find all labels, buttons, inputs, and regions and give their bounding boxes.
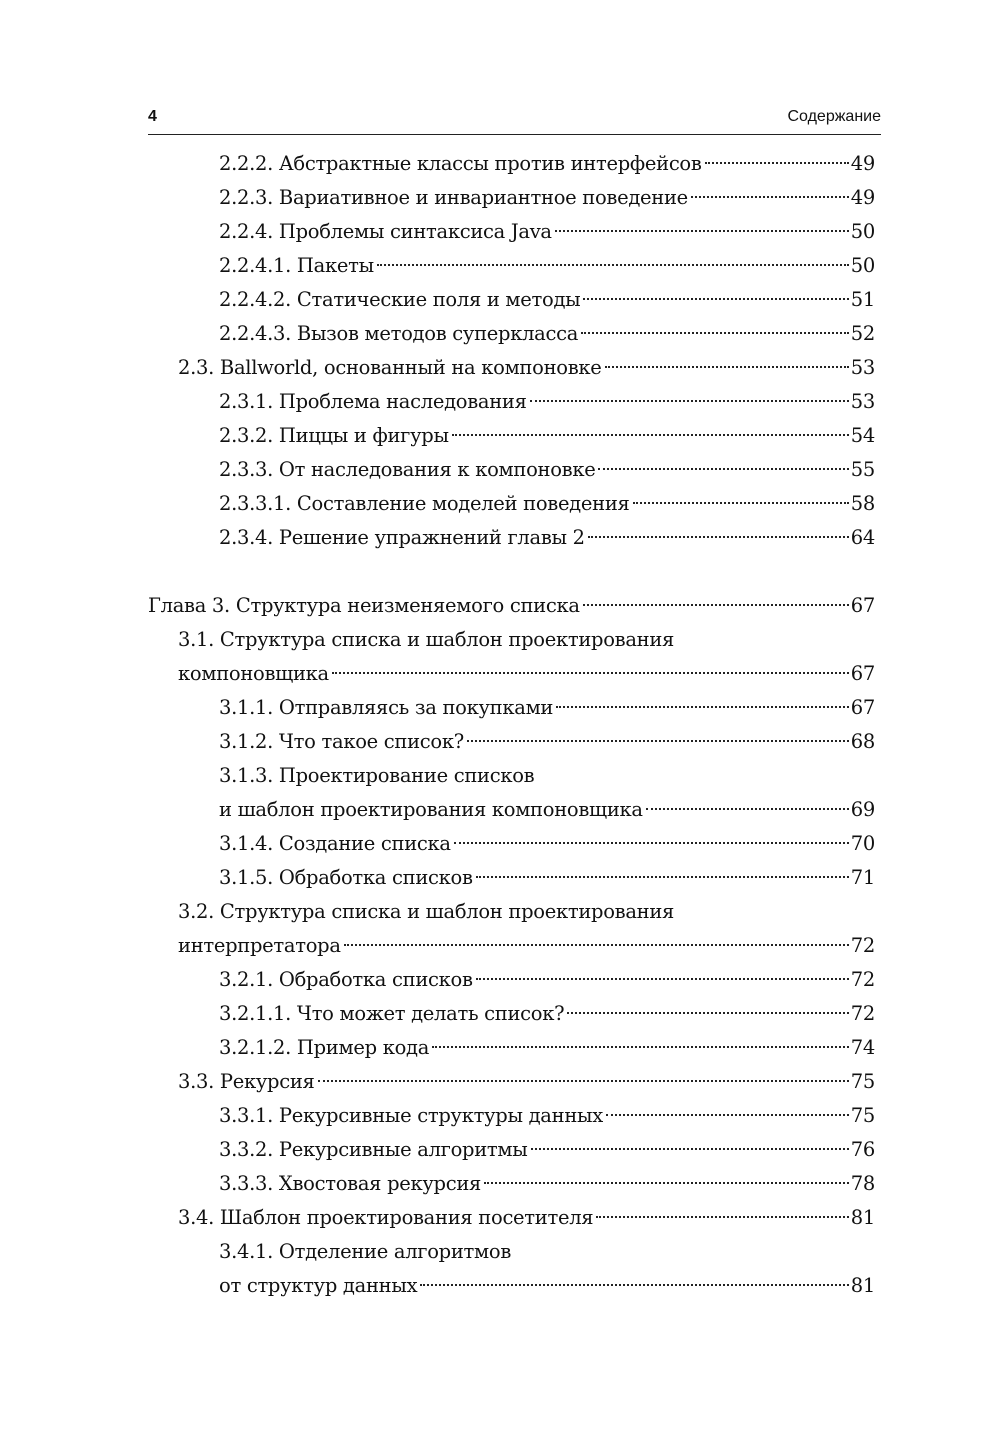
dot-leader <box>332 671 849 674</box>
toc-entry-title: 2.2.4.2. Статические поля и методы <box>219 288 581 311</box>
toc-entry-title: 3.1.2. Что такое список? <box>219 730 464 753</box>
dot-leader <box>452 433 849 436</box>
toc-spacer <box>148 555 875 589</box>
toc-entry-title: 2.2.2. Абстрактные классы против интерфейсов <box>219 152 702 175</box>
toc-entry[interactable] <box>148 1031 875 1065</box>
page-header <box>148 104 881 135</box>
toc-entry[interactable] <box>148 589 875 623</box>
toc-entry[interactable] <box>148 1099 875 1133</box>
toc-entry[interactable] <box>148 283 875 317</box>
toc-entry-title: 2.3. Ballworld, основанный на компоновке <box>178 356 602 379</box>
toc-entry[interactable] <box>148 725 875 759</box>
running-title: Содержание <box>787 108 881 125</box>
toc-entry-title-continued: от структур данных <box>219 1274 418 1297</box>
dot-leader <box>484 1181 849 1184</box>
toc-page-number: 75 <box>850 1070 875 1093</box>
toc-entry[interactable] <box>148 1167 875 1201</box>
toc-page-number: 68 <box>850 730 875 753</box>
toc-entry-title: 2.3.3. От наследования к компоновке <box>219 458 596 481</box>
dot-leader <box>633 501 849 504</box>
toc-entry[interactable] <box>148 997 875 1031</box>
dot-leader <box>596 1215 848 1218</box>
toc-entry-title: 2.3.2. Пиццы и фигуры <box>219 424 449 447</box>
toc-entry-title: 3.2. Структура списка и шаблон проектирования <box>178 900 675 923</box>
dot-leader <box>691 195 849 198</box>
toc-entry[interactable] <box>148 181 875 215</box>
toc-entry[interactable] <box>148 317 875 351</box>
toc-entry-title: 3.2.1.2. Пример кода <box>219 1036 430 1059</box>
toc-page-number: 64 <box>850 526 875 549</box>
toc-page-number: 52 <box>850 322 875 345</box>
toc-entry-title: 3.3. Рекурсия <box>178 1070 315 1093</box>
toc-entry-title: 3.4.1. Отделение алгоритмов <box>219 1240 512 1263</box>
toc-entry-title-continued: интерпретатора <box>178 934 341 957</box>
toc-page-number: 81 <box>850 1274 875 1297</box>
toc-entry[interactable] <box>148 827 875 861</box>
dot-leader <box>605 365 849 368</box>
toc-entry[interactable] <box>148 385 875 419</box>
toc-entry-title: 3.3.1. Рекурсивные структуры данных <box>219 1104 603 1127</box>
dot-leader <box>556 705 849 708</box>
toc-entry-title: 2.2.4.3. Вызов методов суперкласса <box>219 322 579 345</box>
toc-entry-title: 2.3.4. Решение упражнений главы 2 <box>219 526 585 549</box>
toc-page-number: 50 <box>850 220 875 243</box>
toc-page-number: 72 <box>850 1002 875 1025</box>
dot-leader <box>377 263 849 266</box>
toc-entry[interactable] <box>148 691 875 725</box>
toc-entry[interactable] <box>148 453 875 487</box>
toc-page-number: 67 <box>850 594 875 617</box>
dot-leader <box>432 1045 849 1048</box>
toc-page-number: 71 <box>850 866 875 889</box>
toc-entry-title-continued: и шаблон проектирования компоновщика <box>219 798 643 821</box>
toc-entry[interactable] <box>148 419 875 453</box>
toc-page-number: 67 <box>850 696 875 719</box>
toc-entry-title: 3.3.3. Хвостовая рекурсия <box>219 1172 482 1195</box>
toc-page-number: 75 <box>850 1104 875 1127</box>
toc-entry[interactable] <box>148 623 875 691</box>
toc-entry[interactable] <box>148 861 875 895</box>
toc-entry[interactable] <box>148 895 875 963</box>
toc-entry[interactable] <box>148 1201 875 1235</box>
toc-entry-title-continued: компоновщика <box>178 662 329 685</box>
dot-leader <box>583 603 849 606</box>
toc-entry-title: 3.1.3. Проектирование списков <box>219 764 535 787</box>
toc-page-number: 76 <box>850 1138 875 1161</box>
toc-page-number: 49 <box>850 152 875 175</box>
toc-entry[interactable] <box>148 1065 875 1099</box>
toc-page-number: 50 <box>850 254 875 277</box>
dot-leader <box>476 977 849 980</box>
dot-leader <box>318 1079 849 1082</box>
toc-entry-title: 2.3.3.1. Составление моделей поведения <box>219 492 630 515</box>
dot-leader <box>588 535 849 538</box>
toc-page-number: 53 <box>850 356 875 379</box>
toc-entry-title: 3.1.4. Создание списка <box>219 832 451 855</box>
toc-page-number: 70 <box>850 832 875 855</box>
toc-entry[interactable] <box>148 249 875 283</box>
dot-leader <box>467 739 849 742</box>
dot-leader <box>476 875 849 878</box>
toc-entry-title: 3.2.1.1. Что может делать список? <box>219 1002 565 1025</box>
toc-entry-title: 3.1.1. Отправляясь за покупками <box>219 696 554 719</box>
dot-leader <box>420 1283 849 1286</box>
toc-page-number: 58 <box>850 492 875 515</box>
dot-leader <box>567 1011 849 1014</box>
toc-page-number: 51 <box>850 288 875 311</box>
dot-leader <box>583 297 848 300</box>
toc-entry[interactable] <box>148 1235 875 1303</box>
toc-entry-title: 2.2.4. Проблемы синтаксиса Java <box>219 220 552 243</box>
dot-leader <box>454 841 849 844</box>
toc-page-number: 81 <box>850 1206 875 1229</box>
toc-entry[interactable] <box>148 1133 875 1167</box>
toc-page-number: 72 <box>850 968 875 991</box>
toc-entry[interactable] <box>148 487 875 521</box>
toc-entry[interactable] <box>148 215 875 249</box>
toc-entry-title: 3.4. Шаблон проектирования посетителя <box>178 1206 594 1229</box>
toc-page-number: 67 <box>850 662 875 685</box>
dot-leader <box>705 161 849 164</box>
table-of-contents <box>148 147 875 1303</box>
toc-page-number: 78 <box>850 1172 875 1195</box>
toc-entry-title: 3.3.2. Рекурсивные алгоритмы <box>219 1138 528 1161</box>
dot-leader <box>606 1113 849 1116</box>
toc-page-number: 69 <box>850 798 875 821</box>
toc-entry[interactable] <box>148 759 875 827</box>
toc-entry-title: 2.3.1. Проблема наследования <box>219 390 527 413</box>
dot-leader <box>344 943 849 946</box>
toc-entry[interactable] <box>148 147 875 181</box>
toc-page-number: 53 <box>850 390 875 413</box>
toc-page-number: 55 <box>850 458 875 481</box>
toc-page-number: 49 <box>850 186 875 209</box>
toc-entry[interactable] <box>148 521 875 555</box>
dot-leader <box>530 399 849 402</box>
toc-page-number: 72 <box>850 934 875 957</box>
toc-entry[interactable] <box>148 351 875 385</box>
toc-entry-title: 3.2.1. Обработка списков <box>219 968 473 991</box>
dot-leader <box>531 1147 849 1150</box>
page-number: 4 <box>148 108 157 125</box>
dot-leader <box>646 807 849 810</box>
toc-entry-title: 2.2.4.1. Пакеты <box>219 254 374 277</box>
dot-leader <box>581 331 849 334</box>
toc-page-number: 54 <box>850 424 875 447</box>
toc-entry-title: 3.1. Структура списка и шаблон проектирования <box>178 628 675 651</box>
toc-entry-title: Глава 3. Структура неизменяемого списка <box>148 594 580 617</box>
toc-entry[interactable] <box>148 963 875 997</box>
dot-leader <box>598 467 848 470</box>
toc-page-number: 74 <box>850 1036 875 1059</box>
toc-entry-title: 3.1.5. Обработка списков <box>219 866 473 889</box>
toc-entry-title: 2.2.3. Вариативное и инвариантное поведение <box>219 186 688 209</box>
dot-leader <box>555 229 849 232</box>
